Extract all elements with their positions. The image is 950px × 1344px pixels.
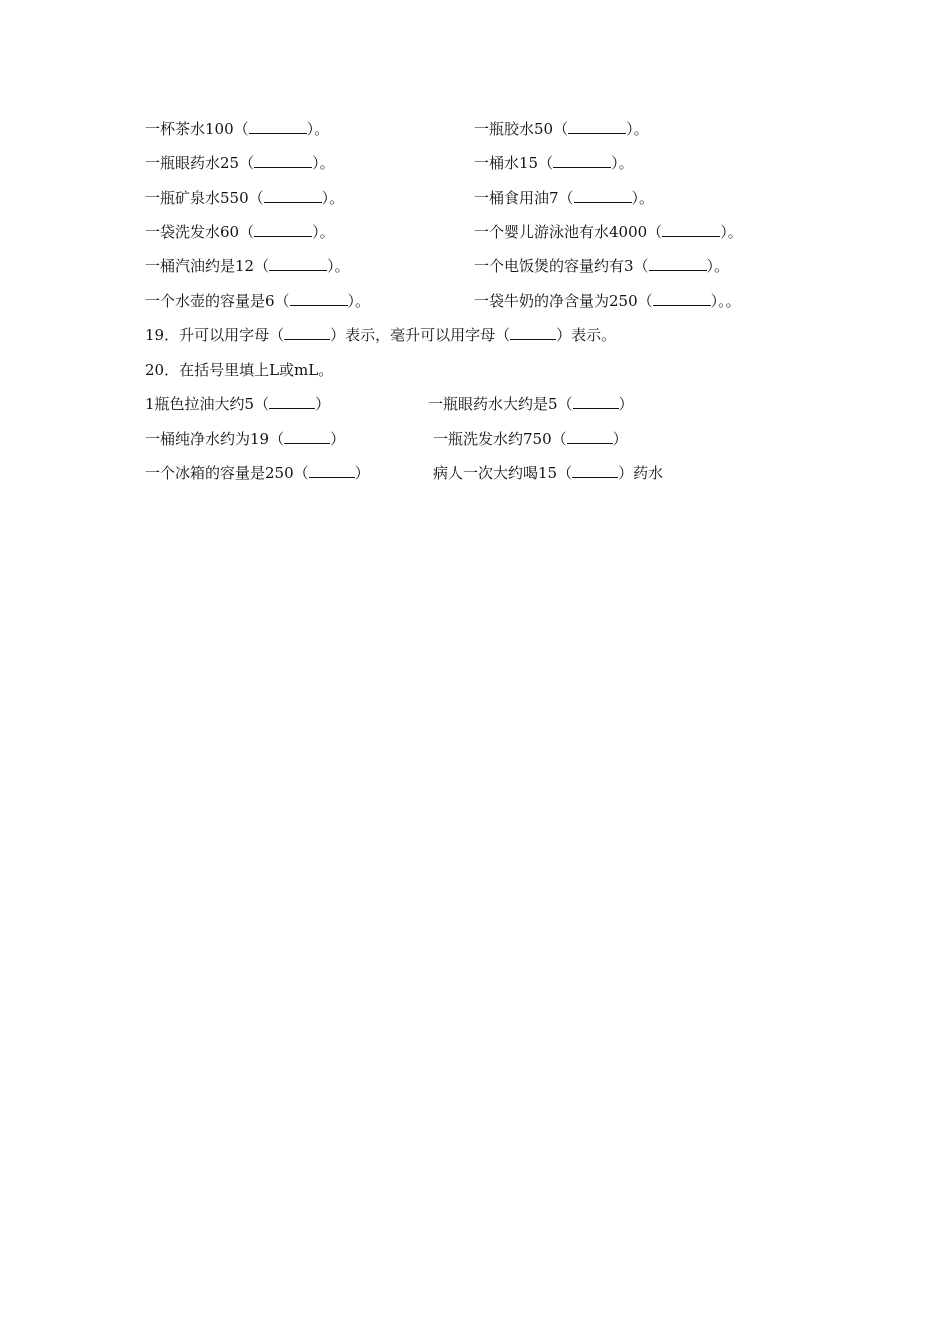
answer-blank[interactable]	[249, 119, 307, 134]
q20-item-5: 一个冰箱的容量是250（ ）	[145, 464, 370, 482]
q18-item-6: 一桶食用油7（ ）。	[474, 189, 655, 207]
answer-blank[interactable]	[653, 291, 711, 306]
answer-blank[interactable]	[254, 153, 312, 168]
answer-blank[interactable]	[284, 325, 330, 340]
q18-item-5: 一瓶矿泉水550（ ）。	[145, 189, 345, 207]
q18-item-10: 一个电饭煲的容量约有3（ ）。	[474, 257, 730, 275]
answer-blank[interactable]	[573, 394, 619, 409]
q18-item-7: 一袋洗发水60（ ）。	[145, 223, 335, 241]
answer-blank[interactable]	[264, 188, 322, 203]
answer-blank[interactable]	[284, 429, 330, 444]
q20-item-3: 一桶纯净水约为19（ ）	[145, 430, 346, 448]
question-19: 19．升可以用字母（ ）表示，毫升可以用字母（ ）表示。	[145, 326, 617, 344]
q20-item-1: 1瓶色拉油大约5（ ）	[145, 395, 331, 413]
q18-item-12: 一袋牛奶的净含量为250（ ）。。	[474, 292, 741, 310]
answer-blank[interactable]	[662, 222, 720, 237]
answer-blank[interactable]	[254, 222, 312, 237]
q18-item-4: 一桶水15（ ）。	[474, 154, 634, 172]
answer-blank[interactable]	[269, 256, 327, 271]
answer-blank[interactable]	[309, 463, 355, 478]
q18-item-3: 一瓶眼药水25（ ）。	[145, 154, 335, 172]
q20-item-4: 一瓶洗发水约750（ ）	[433, 430, 628, 448]
answer-blank[interactable]	[510, 325, 556, 340]
q18-item-2: 一瓶胶水50（ ）。	[474, 120, 649, 138]
answer-blank[interactable]	[567, 429, 613, 444]
answer-blank[interactable]	[290, 291, 348, 306]
answer-blank[interactable]	[269, 394, 315, 409]
q18-item-11: 一个水壶的容量是6（ ）。	[145, 292, 371, 310]
answer-blank[interactable]	[568, 119, 626, 134]
answer-blank[interactable]	[574, 188, 632, 203]
q20-item-6: 病人一次大约喝15（ ）药水	[433, 464, 664, 482]
q18-item-9: 一桶汽油约是12（ ）。	[145, 257, 350, 275]
answer-blank[interactable]	[572, 463, 618, 478]
q20-item-2: 一瓶眼药水大约是5（ ）	[428, 395, 634, 413]
q18-item-1: 一杯茶水100（ ）。	[145, 120, 330, 138]
answer-blank[interactable]	[553, 153, 611, 168]
q18-item-8: 一个婴儿游泳池有水4000（ ）。	[474, 223, 743, 241]
question-20-title: 20．在括号里填上L或mL。	[145, 361, 334, 379]
answer-blank[interactable]	[649, 256, 707, 271]
